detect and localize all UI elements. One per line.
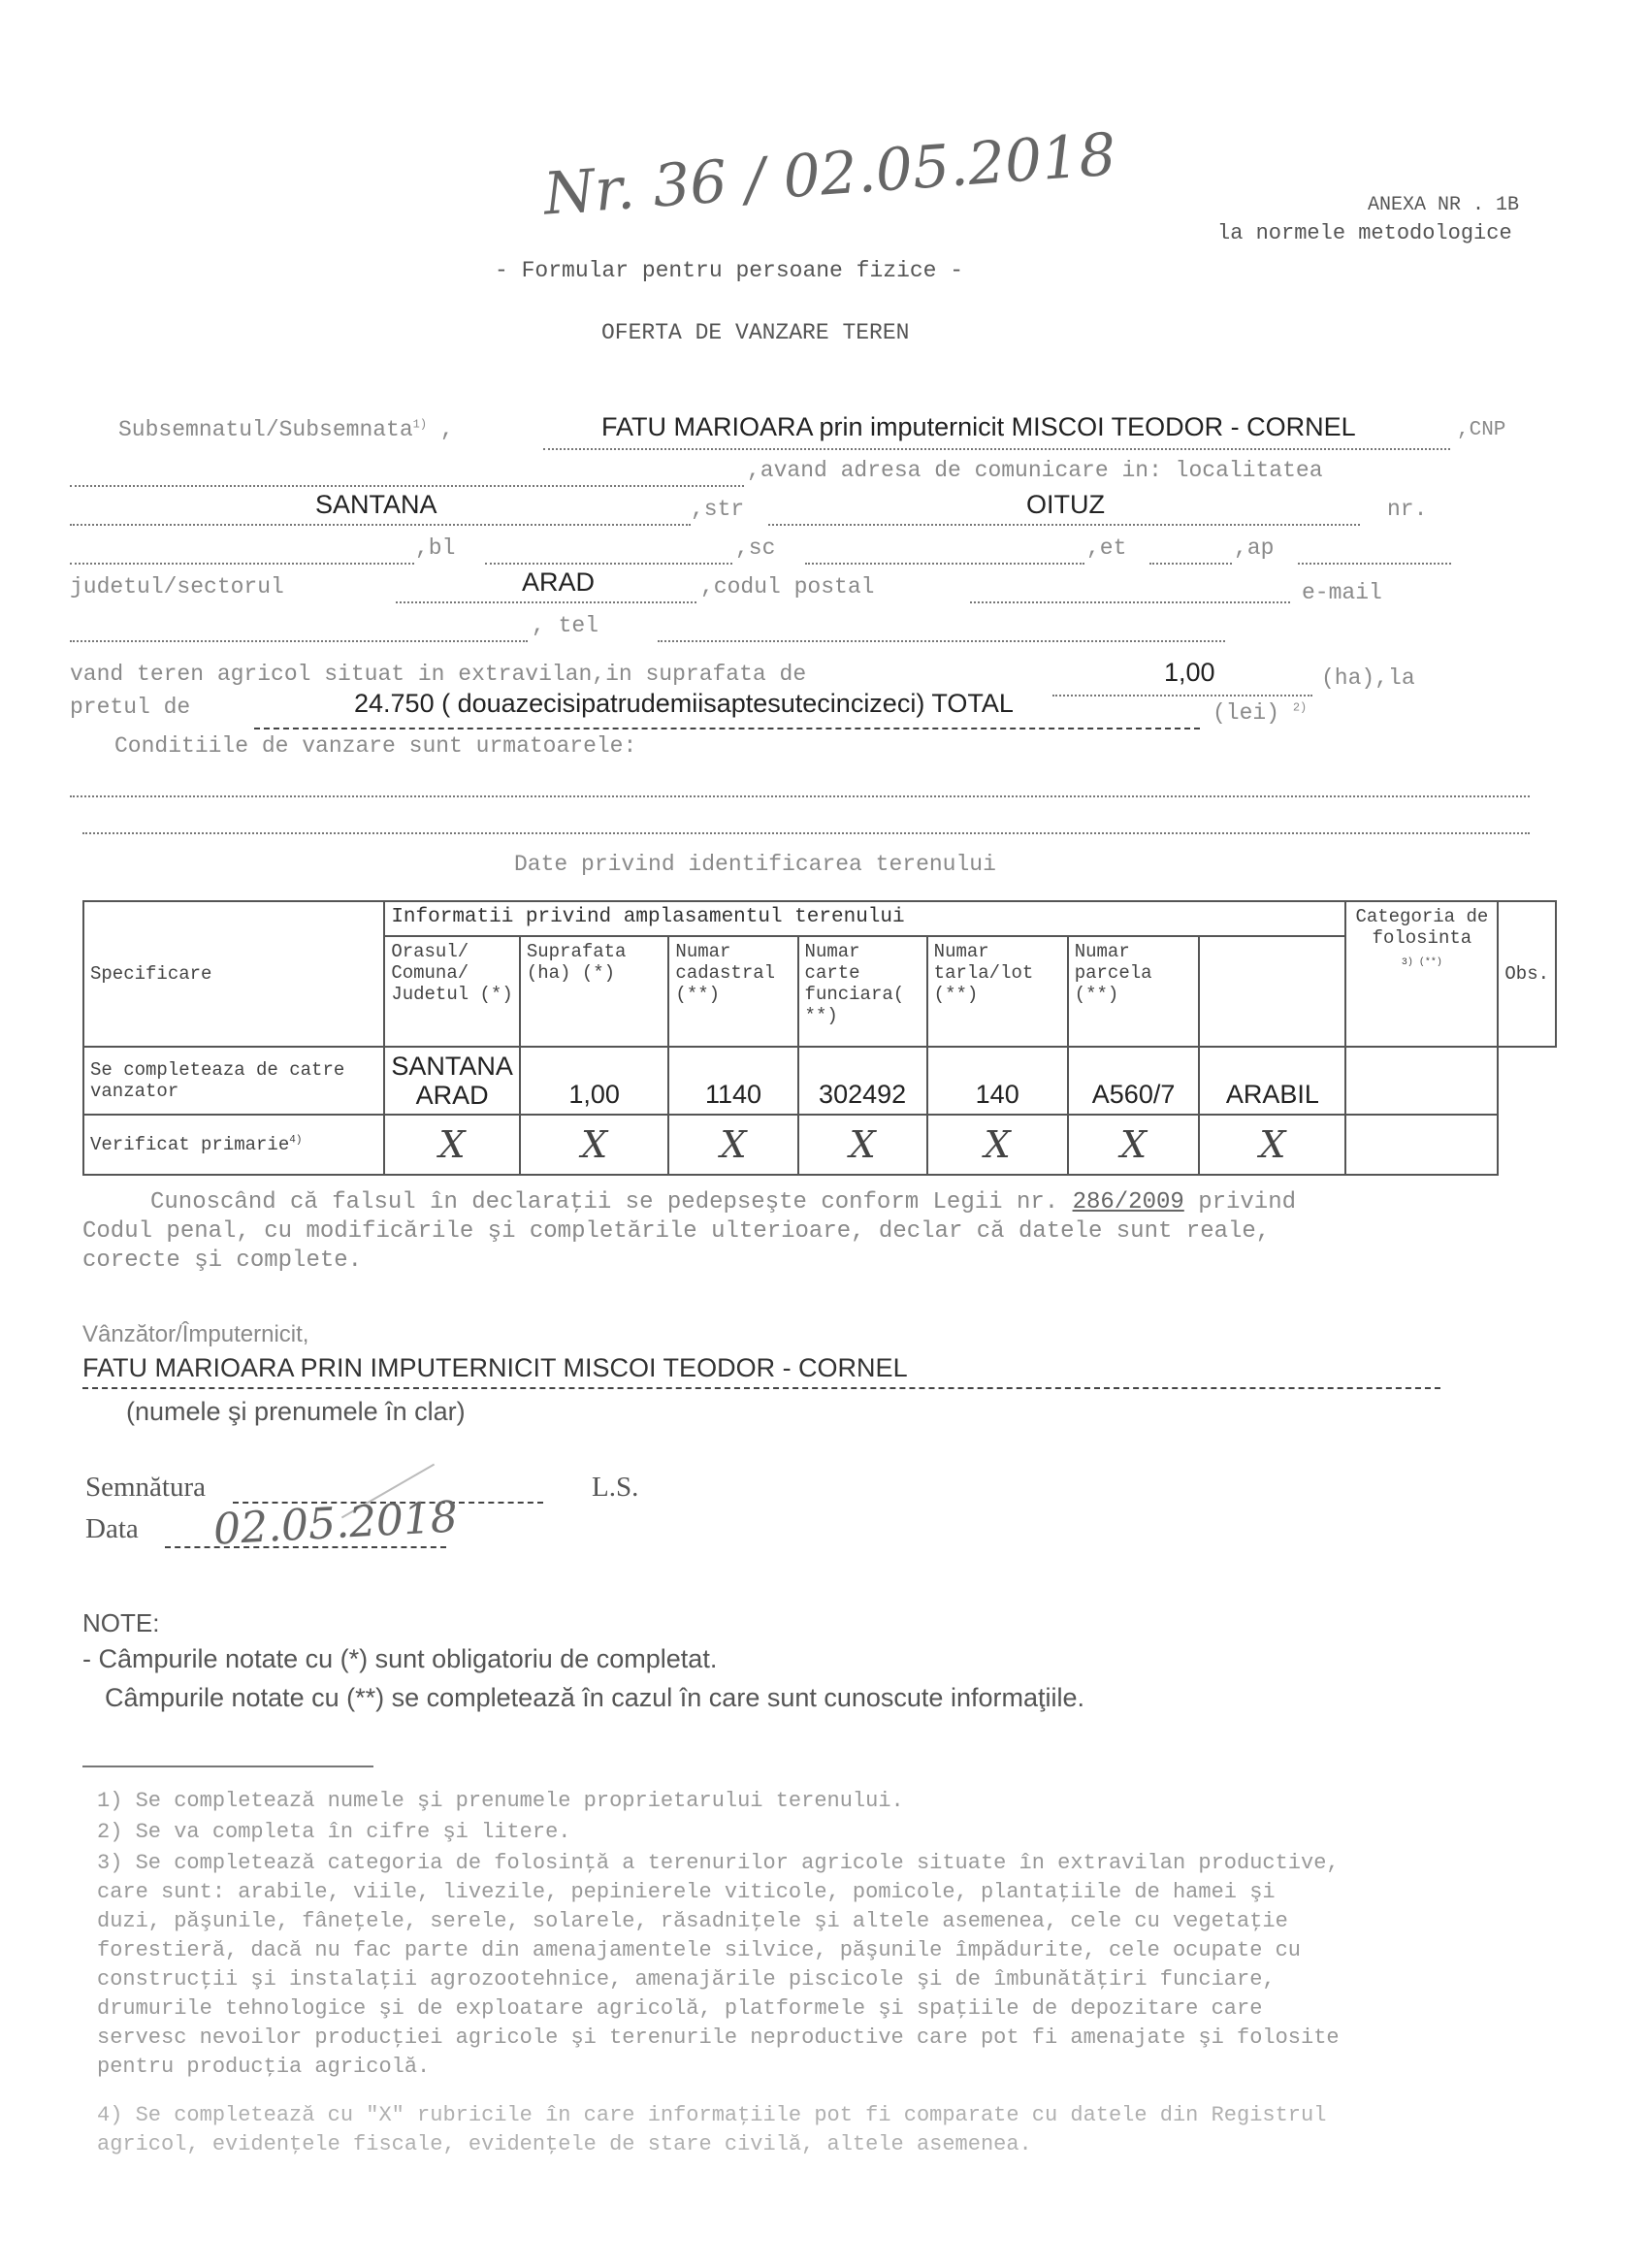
cell-oras[interactable]: SANTANA ARAD [384, 1047, 520, 1115]
sc-label: ,sc [735, 535, 776, 561]
strada-line [768, 524, 1360, 526]
col-oras: Orasul/ Comuna/ Judetul (*) [384, 936, 520, 1047]
check-cadastral[interactable]: X [668, 1115, 797, 1175]
footnote-4: 4) Se completează cu "X" rubricile în care informaţiile pot fi comparate cu datele din Registrul agricol, evidenţele fiscale, evidenţele de stare civilă, altele asemenea. [97, 2103, 1327, 2156]
col-suprafata: Suprafata (ha) (*) [520, 936, 669, 1047]
check-categoria[interactable]: X [1199, 1115, 1345, 1175]
cnp-label: ,CNP [1457, 419, 1506, 441]
notes-title: NOTE: [82, 1608, 160, 1637]
sc-line [805, 563, 1084, 565]
suprafata-line [1052, 695, 1312, 697]
ls-label: L.S. [592, 1472, 639, 1503]
row-primarie-label: Verificat primarie$^{4)}$ [83, 1115, 384, 1175]
check-oras[interactable]: X [384, 1115, 520, 1175]
email-label: e-mail [1302, 580, 1382, 605]
bl-line [485, 563, 732, 565]
tel-label: , tel [532, 613, 599, 638]
cnp-line [70, 485, 744, 487]
annex-subtitle: la normele metodologice [1217, 221, 1512, 245]
data-label: Data [85, 1513, 139, 1544]
footnote-rule [82, 1766, 373, 1767]
conditii-label: Conditiile de vanzare sunt urmatoarele: [114, 733, 637, 759]
note-line-1: - Câmpurile notate cu (*) sunt obligatoriu de completat. [82, 1644, 718, 1673]
et-line [1149, 563, 1232, 565]
localitate-value[interactable]: SANTANA [315, 490, 437, 519]
cell-cadastral[interactable]: 1140 [668, 1047, 797, 1115]
declaration-line-3: corecte şi complete. [82, 1247, 363, 1274]
tel-line [658, 640, 1225, 642]
conditii-line-2 [82, 832, 1530, 834]
pret-value[interactable]: 24.750 ( douazecisipatrudemiisaptesutecincizeci) TOTAL [354, 689, 1014, 718]
note-line-2: Câmpurile notate cu (**) se completează în cazul în care sunt cunoscute informaţiile. [105, 1683, 1084, 1712]
pret-line [254, 728, 1200, 729]
et-label: ,et [1086, 535, 1127, 561]
check-obs[interactable] [1345, 1115, 1498, 1175]
seller-name[interactable]: FATU MARIOARA PRIN IMPUTERNICIT MISCOI TEODOR - CORNEL [82, 1353, 908, 1382]
col-cadastral: Numar cadastral (**) [668, 936, 797, 1047]
cell-obs[interactable] [1345, 1047, 1498, 1115]
spec-header: Specificare [83, 901, 384, 1047]
handwritten-registration: Nr. 36 / 02.05.2018 [541, 120, 1118, 229]
table-caption: Date privind identificarea terenului [514, 852, 996, 877]
cell-suprafata[interactable]: 1,00 [520, 1047, 669, 1115]
col-obs: Obs. [1498, 901, 1556, 1047]
col-categoria: Categoria de folosinta 3) (**) [1345, 901, 1498, 1047]
ap-line [1298, 563, 1451, 565]
col-carte: Numar carte funciara( **) [798, 936, 927, 1047]
form-type: - Formular pentru persoane fizice - [495, 258, 964, 283]
seller-name-line [82, 1387, 1440, 1389]
ap-label: ,ap [1234, 535, 1275, 561]
nr-label: nr. [1387, 497, 1428, 522]
lei-label: (lei) $^{2)}$ [1212, 700, 1308, 726]
check-parcela[interactable]: X [1068, 1115, 1200, 1175]
ha-label: (ha),la [1321, 665, 1415, 691]
cod-postal-label: ,codul postal [700, 574, 875, 599]
cell-carte[interactable]: 302492 [798, 1047, 927, 1115]
seller-label: Vânzător/Împuternicit, [82, 1321, 309, 1347]
email-line [70, 640, 528, 642]
footnote-1: 1) Se completează numele şi prenumele proprietarului terenului. [97, 1789, 904, 1813]
address-intro: ,avand adresa de comunicare in: localitatea [747, 458, 1323, 483]
teren-text: vand teren agricol situat in extravilan,in suprafata de [70, 662, 807, 687]
declaration-line-1: Cunoscând că falsul în declaraţii se pedepseşte conform Legii nr. 286/2009 privind [150, 1189, 1297, 1215]
check-carte[interactable]: X [798, 1115, 927, 1175]
localitate-line [70, 524, 691, 526]
str-label: ,str [691, 497, 745, 522]
pret-label: pretul de [70, 695, 191, 720]
semnatura-label: Semnătura [85, 1472, 207, 1503]
suprafata-value[interactable]: 1,00 [1164, 658, 1215, 687]
cell-tarla[interactable]: 140 [927, 1047, 1068, 1115]
location-group-header: Informatii privind amplasamentul terenului [384, 901, 1345, 936]
declaration-line-2: Codul penal, cu modificările şi completările ulterioare, declar că datele sunt reale, [82, 1218, 1271, 1245]
name-hint: (numele şi prenumele în clar) [126, 1397, 466, 1426]
footnote-2: 2) Se va completa în cifre şi litere. [97, 1820, 571, 1844]
bl-label: ,bl [415, 535, 456, 561]
land-identification-table [82, 900, 1557, 1176]
document-title: OFERTA DE VANZARE TEREN [601, 320, 910, 345]
conditii-line-1 [70, 795, 1530, 797]
cell-categoria[interactable]: ARABIL [1199, 1047, 1345, 1115]
strada-value[interactable]: OITUZ [1026, 490, 1105, 519]
row-vanzator-label: Se completeaza de catre vanzator [83, 1047, 384, 1115]
judet-value[interactable]: ARAD [522, 567, 596, 597]
cod-postal-line [970, 601, 1290, 603]
subsemnatul-label: Subsemnatul/Subsemnata$^{1)}$ , [118, 417, 454, 442]
check-tarla[interactable]: X [927, 1115, 1068, 1175]
cell-parcela[interactable]: A560/7 [1068, 1047, 1200, 1115]
judet-label: judetul/sectorul [70, 574, 284, 599]
check-suprafata[interactable]: X [520, 1115, 669, 1175]
judet-line [396, 601, 696, 603]
footnote-3: 3) Se completează categoria de folosinţă a terenurilor agricole situate în extravilan productive, care sunt: arabile, viile, livezile, pepinierele viticole, pomicole, plantaţiile de hamei şi duzi, păşunile, fâneţele, serele, solarele, răsadniţele şi altele asemenea, cele cu vegetaţie forestieră, dacă nu fac parte din amenajamentele silvice, păşunile împădurite, cele ocupate cu construcţii şi instalaţii agrozootehnice, amenajările piscicole şi de îmbunătăţiri funciare, drumurile tehnologice şi de exploatare agricolă, platformele şi spaţiile de depozitare care servesc nevoilor producţiei agricole şi terenurile neproductive care pot fi amenajate şi folosite pentru producţia agricolă. [97, 1851, 1340, 2079]
owner-line [543, 448, 1450, 450]
annex-number: ANEXA NR . 1B [1368, 194, 1520, 216]
nr-line [70, 563, 414, 565]
col-tarla: Numar tarla/lot (**) [927, 936, 1068, 1047]
col-parcela: Numar parcela (**) [1068, 936, 1200, 1047]
owner-name[interactable]: FATU MARIOARA prin imputernicit MISCOI TEODOR - CORNEL [601, 412, 1356, 441]
date-handwritten[interactable]: 02.05.2018 [211, 1492, 460, 1555]
